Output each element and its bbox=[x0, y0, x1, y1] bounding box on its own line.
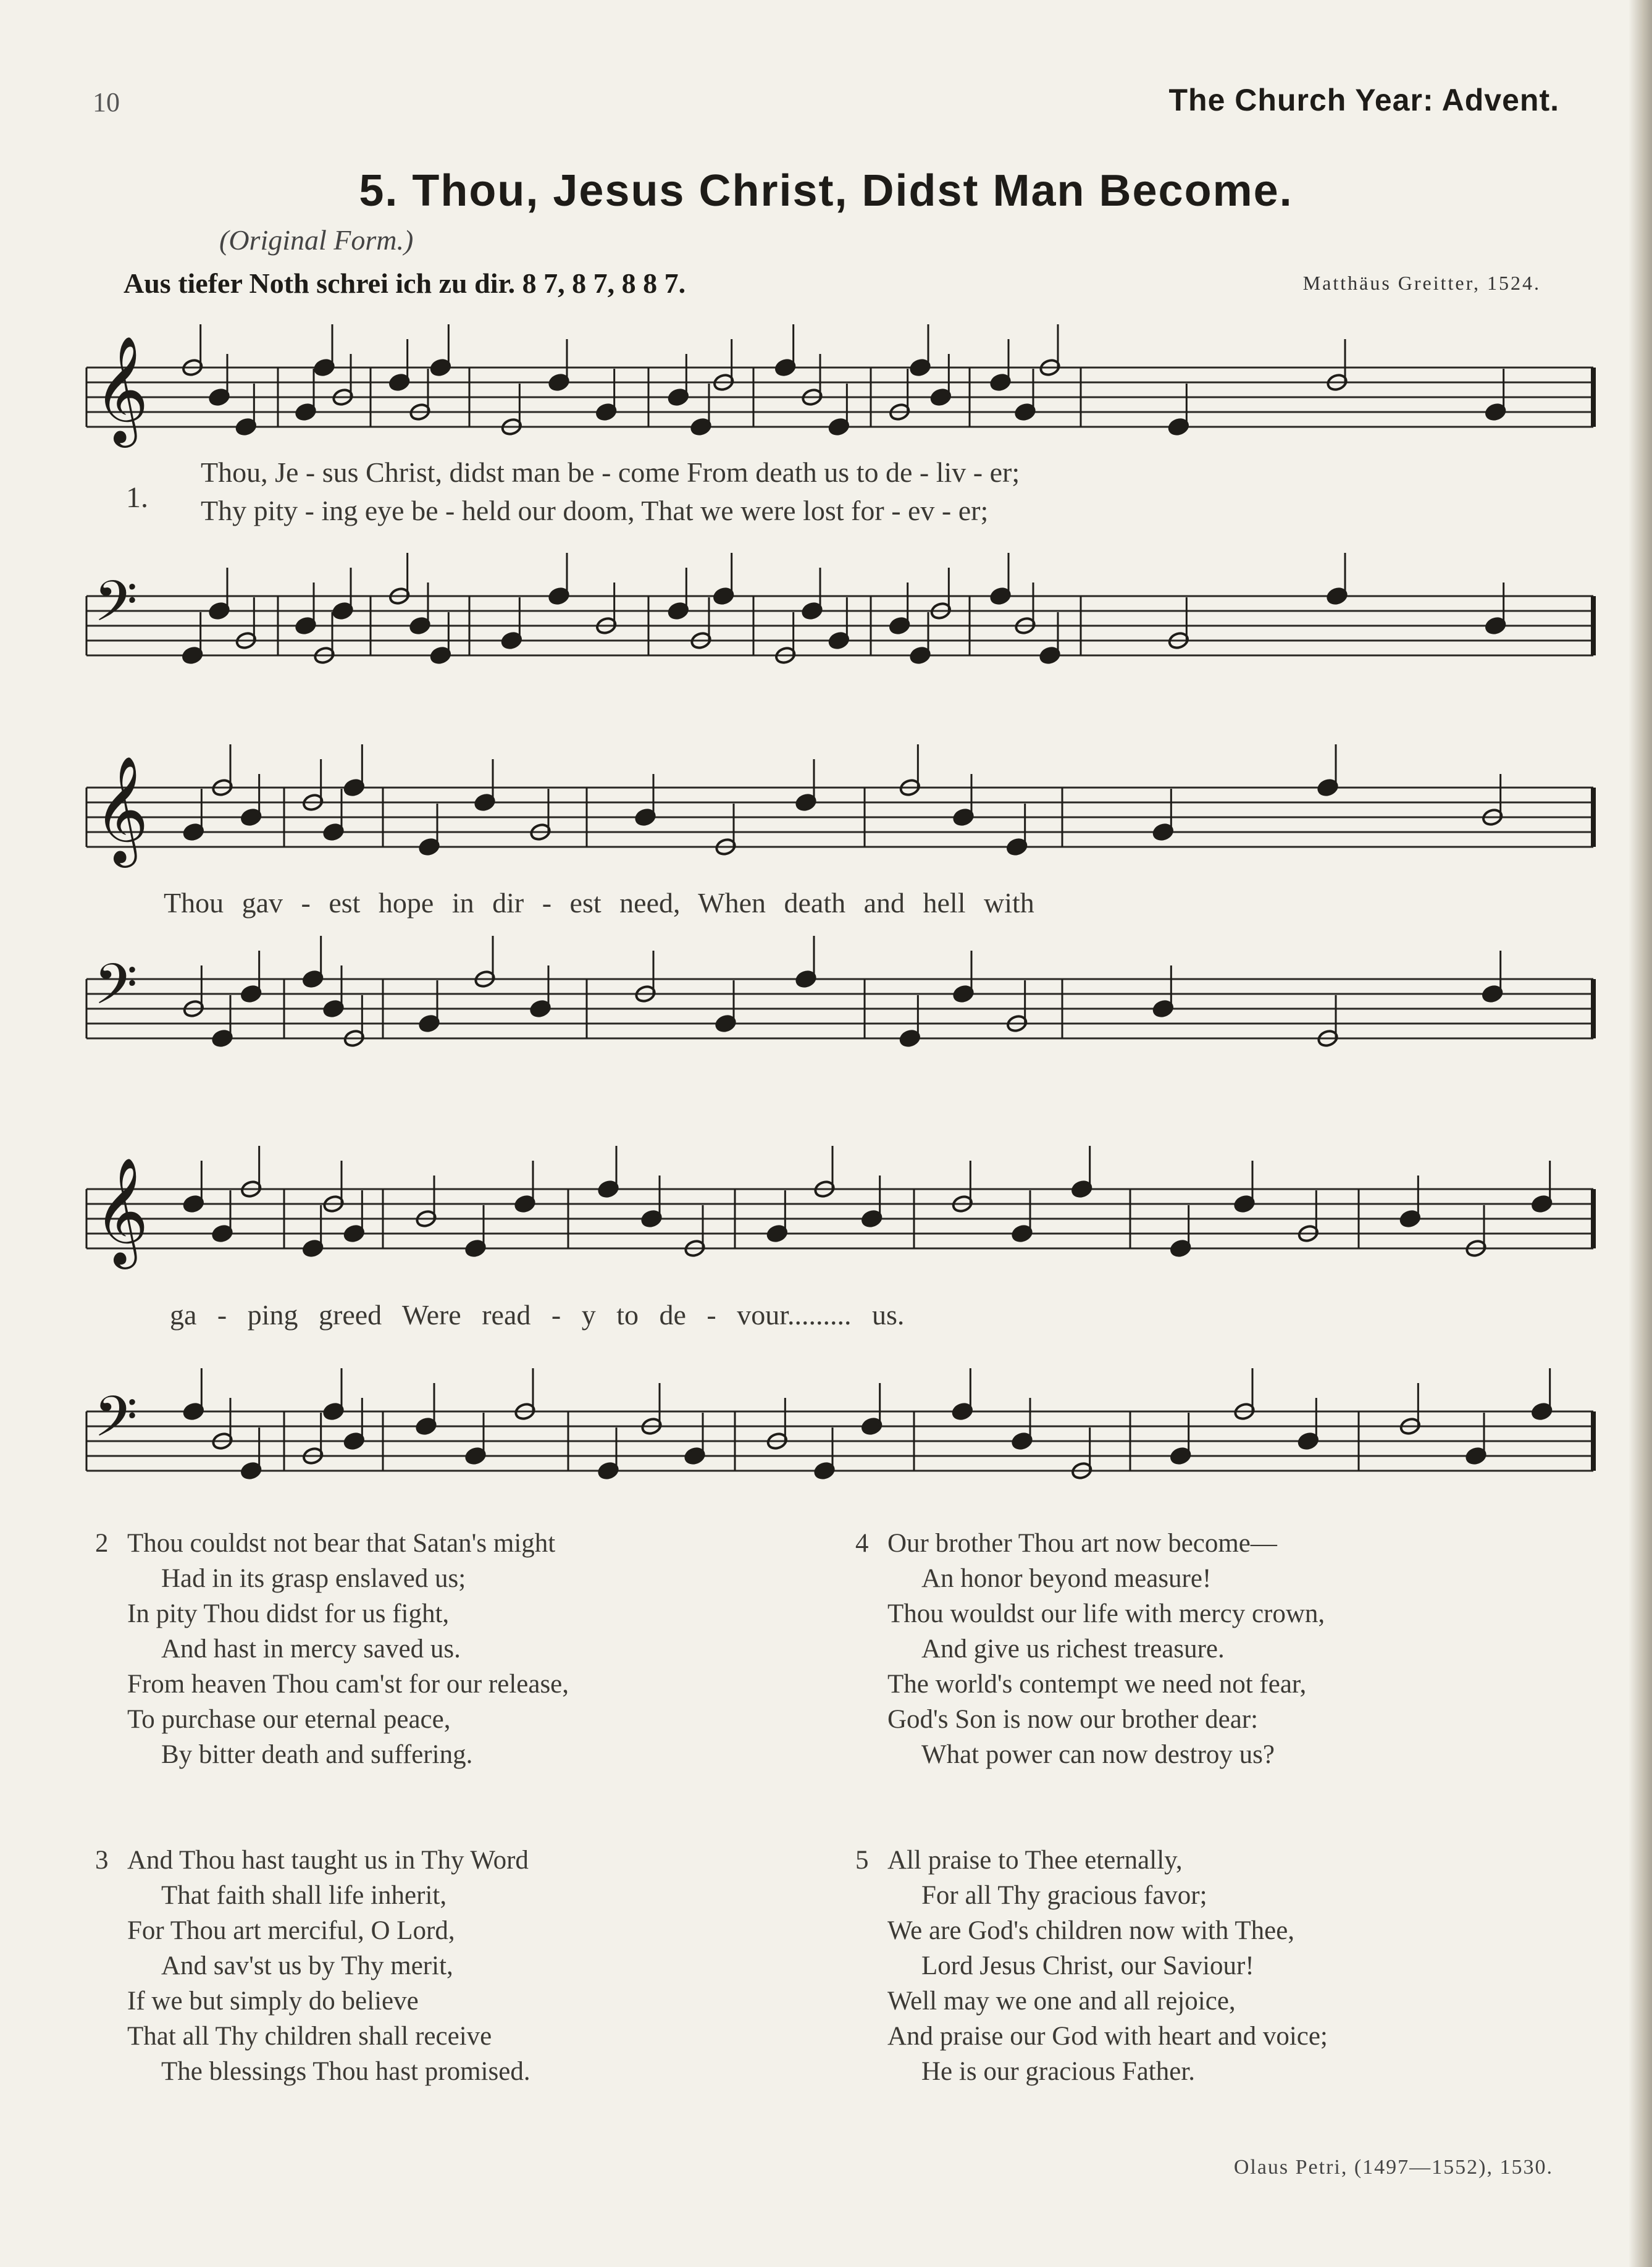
bass-clef-icon: 𝄢 bbox=[94, 1384, 138, 1463]
text-author-credit: Olaus Petri, (1497—1552), 1530. bbox=[1233, 2156, 1553, 2179]
page-edge-shadow bbox=[1629, 0, 1652, 2267]
stanza-line: What power can now destroy us? bbox=[921, 1740, 1275, 1769]
form-note: (Original Form.) bbox=[219, 224, 414, 256]
stanza-line: The world's contempt we need not fear, bbox=[887, 1670, 1307, 1699]
stanza-line: And Thou hast taught us in Thy Word bbox=[127, 1846, 529, 1875]
music-system-2 bbox=[86, 735, 1593, 1081]
treble-clef-icon: 𝄞 bbox=[94, 335, 149, 444]
lyric-line: Thy pity - ing eye be - held our doom, That we were lost for - ev - er; bbox=[201, 495, 989, 526]
stanza-line: For all Thy gracious favor; bbox=[921, 1881, 1207, 1910]
stanza-line: An honor beyond measure! bbox=[921, 1564, 1212, 1593]
bass-clef-icon: 𝄢 bbox=[94, 568, 138, 648]
stanza-line: From heaven Thou cam'st for our release, bbox=[127, 1670, 569, 1699]
music-system-3 bbox=[86, 1137, 1593, 1520]
treble-clef-icon: 𝄞 bbox=[94, 755, 149, 864]
lyric-line: ga - ping greed Were read - y to de - vour......... us. bbox=[170, 1299, 905, 1331]
running-header: The Church Year: Advent. bbox=[1168, 83, 1559, 117]
bass-staff bbox=[86, 1384, 1593, 1489]
stanza-line: God's Son is now our brother dear: bbox=[887, 1705, 1259, 1734]
stanza-line: We are God's children now with Thee, bbox=[887, 1916, 1295, 1945]
stanza-number: 5 bbox=[855, 1846, 869, 1875]
music-system-1 bbox=[86, 315, 1593, 686]
stanza-line: And hast in mercy saved us. bbox=[161, 1634, 461, 1663]
hymn-title: 5. Thou, Jesus Christ, Didst Man Become. bbox=[359, 166, 1293, 216]
treble-staff bbox=[86, 335, 1593, 445]
stanza-line: To purchase our eternal peace, bbox=[127, 1705, 451, 1734]
stanza-line: Had in its grasp enslaved us; bbox=[161, 1564, 466, 1593]
tune-and-meter: Aus tiefer Noth schrei ich zu dir. 8 7, 8 7, 8 8 7. bbox=[124, 267, 686, 299]
stanza-4 bbox=[855, 1526, 1325, 1772]
lyric-line: Thou gav - est hope in dir - est need, When death and hell with bbox=[164, 887, 1034, 919]
stanza-line: That faith shall life inherit, bbox=[161, 1881, 447, 1910]
stanza-line: Well may we one and all rejoice, bbox=[887, 1987, 1236, 2016]
stanza-line: If we but simply do believe bbox=[127, 1987, 419, 2016]
treble-staff bbox=[86, 1157, 1593, 1266]
stanza-line: And sav'st us by Thy merit, bbox=[161, 1951, 453, 1980]
stanza-2 bbox=[95, 1526, 569, 1772]
stanza-3 bbox=[95, 1843, 530, 2089]
stanza-number: 4 bbox=[855, 1529, 869, 1558]
stanza-line: And give us richest treasure. bbox=[921, 1634, 1225, 1663]
stanza-number: 2 bbox=[95, 1529, 109, 1558]
bass-staff bbox=[86, 568, 1593, 673]
stanza-line: Our brother Thou art now become— bbox=[887, 1529, 1277, 1558]
stanza-line: The blessings Thou hast promised. bbox=[161, 2057, 530, 2086]
stanza-line: Thou couldst not bear that Satan's might bbox=[127, 1529, 556, 1558]
bass-staff bbox=[86, 951, 1593, 1056]
stanza-line: By bitter death and suffering. bbox=[161, 1740, 473, 1769]
bass-clef-icon: 𝄢 bbox=[94, 951, 138, 1031]
stanza-line: Thou wouldst our life with mercy crown, bbox=[887, 1599, 1325, 1628]
treble-clef-icon: 𝄞 bbox=[94, 1157, 149, 1265]
page-number: 10 bbox=[93, 87, 120, 117]
stanza-line: He is our gracious Father. bbox=[921, 2057, 1196, 2086]
stanza-number: 3 bbox=[95, 1846, 109, 1875]
lyric-line: Thou, Je - sus Christ, didst man be - come From death us to de - liv - er; bbox=[201, 456, 1020, 488]
stanza-line: Lord Jesus Christ, our Saviour! bbox=[921, 1951, 1254, 1980]
composer-credit: Matthäus Greitter, 1524. bbox=[1302, 272, 1541, 294]
stanza-line: All praise to Thee eternally, bbox=[887, 1846, 1183, 1875]
stanza-line: And praise our God with heart and voice; bbox=[887, 2022, 1328, 2051]
stanza-5 bbox=[855, 1843, 1328, 2089]
treble-staff bbox=[86, 755, 1593, 865]
stanza-line: In pity Thou didst for us fight, bbox=[127, 1599, 450, 1628]
stanza-line: For Thou art merciful, O Lord, bbox=[127, 1916, 455, 1945]
stanza-line: That all Thy children shall receive bbox=[127, 2022, 492, 2051]
verse-number: 1. bbox=[126, 481, 148, 514]
